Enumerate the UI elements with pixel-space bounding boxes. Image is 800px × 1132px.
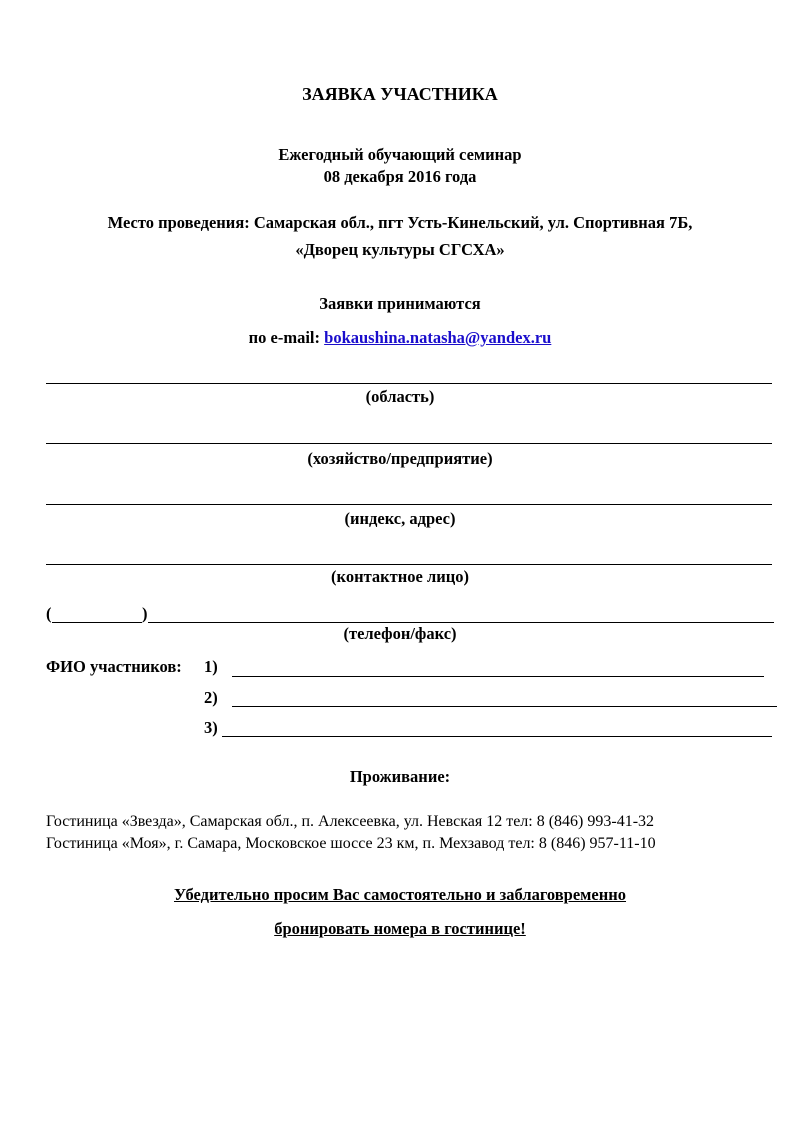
phone-code-line[interactable] xyxy=(52,622,142,623)
email-link[interactable]: bokaushina.natasha@yandex.ru xyxy=(324,328,552,347)
address-label: (индекс, адрес) xyxy=(344,509,456,528)
enterprise-label: (хозяйство/предприятие) xyxy=(307,449,493,468)
seminar-date: 08 декабря 2016 года xyxy=(323,167,477,186)
seminar-name: Ежегодный обучающий семинар xyxy=(278,145,522,164)
contact-label: (контактное лицо) xyxy=(331,567,469,586)
participant-3-line[interactable] xyxy=(222,736,772,737)
participant-2-line[interactable] xyxy=(232,706,777,707)
participant-1-number: 1) xyxy=(204,657,218,676)
venue-line-1: Место проведения: Самарская обл., пгт Усть-Кинельский, ул. Спортивная 7Б, xyxy=(107,213,693,232)
region-line[interactable] xyxy=(46,383,772,384)
venue-line-2: «Дворец культуры СГСХА» xyxy=(295,240,505,259)
participants-label: ФИО участников: xyxy=(46,657,182,676)
contact-line[interactable] xyxy=(46,564,772,565)
participant-3-number: 3) xyxy=(204,718,218,737)
accommodation-heading: Проживание: xyxy=(349,767,451,786)
email-prefix: по e-mail: xyxy=(248,328,325,347)
hotel-1: Гостиница «Звезда», Самарская обл., п. Алексеевка, ул. Невская 12 тел: 8 (846) 993-41-32 xyxy=(46,813,655,830)
notice-line-2: бронировать номера в гостинице! xyxy=(274,919,526,938)
hotel-2: Гостиница «Моя», г. Самара, Московское шоссе 23 км, п. Мехзавод тел: 8 (846) 957-11-10 xyxy=(46,835,656,852)
phone-line[interactable] xyxy=(148,622,774,623)
participant-1-line[interactable] xyxy=(232,676,764,677)
page-title: ЗАЯВКА УЧАСТНИКА xyxy=(302,84,498,104)
address-line[interactable] xyxy=(46,504,772,505)
region-label: (область) xyxy=(365,387,435,406)
phone-code-open: ( xyxy=(46,604,52,623)
phone-code-close: ) xyxy=(142,604,148,623)
notice-line-1: Убедительно просим Вас самостоятельно и заблаговременно xyxy=(173,885,627,904)
enterprise-line[interactable] xyxy=(46,443,772,444)
applications-heading: Заявки принимаются xyxy=(319,294,481,313)
email-line xyxy=(0,328,800,348)
phone-label: (телефон/факс) xyxy=(343,624,457,643)
participant-2-number: 2) xyxy=(204,688,218,707)
